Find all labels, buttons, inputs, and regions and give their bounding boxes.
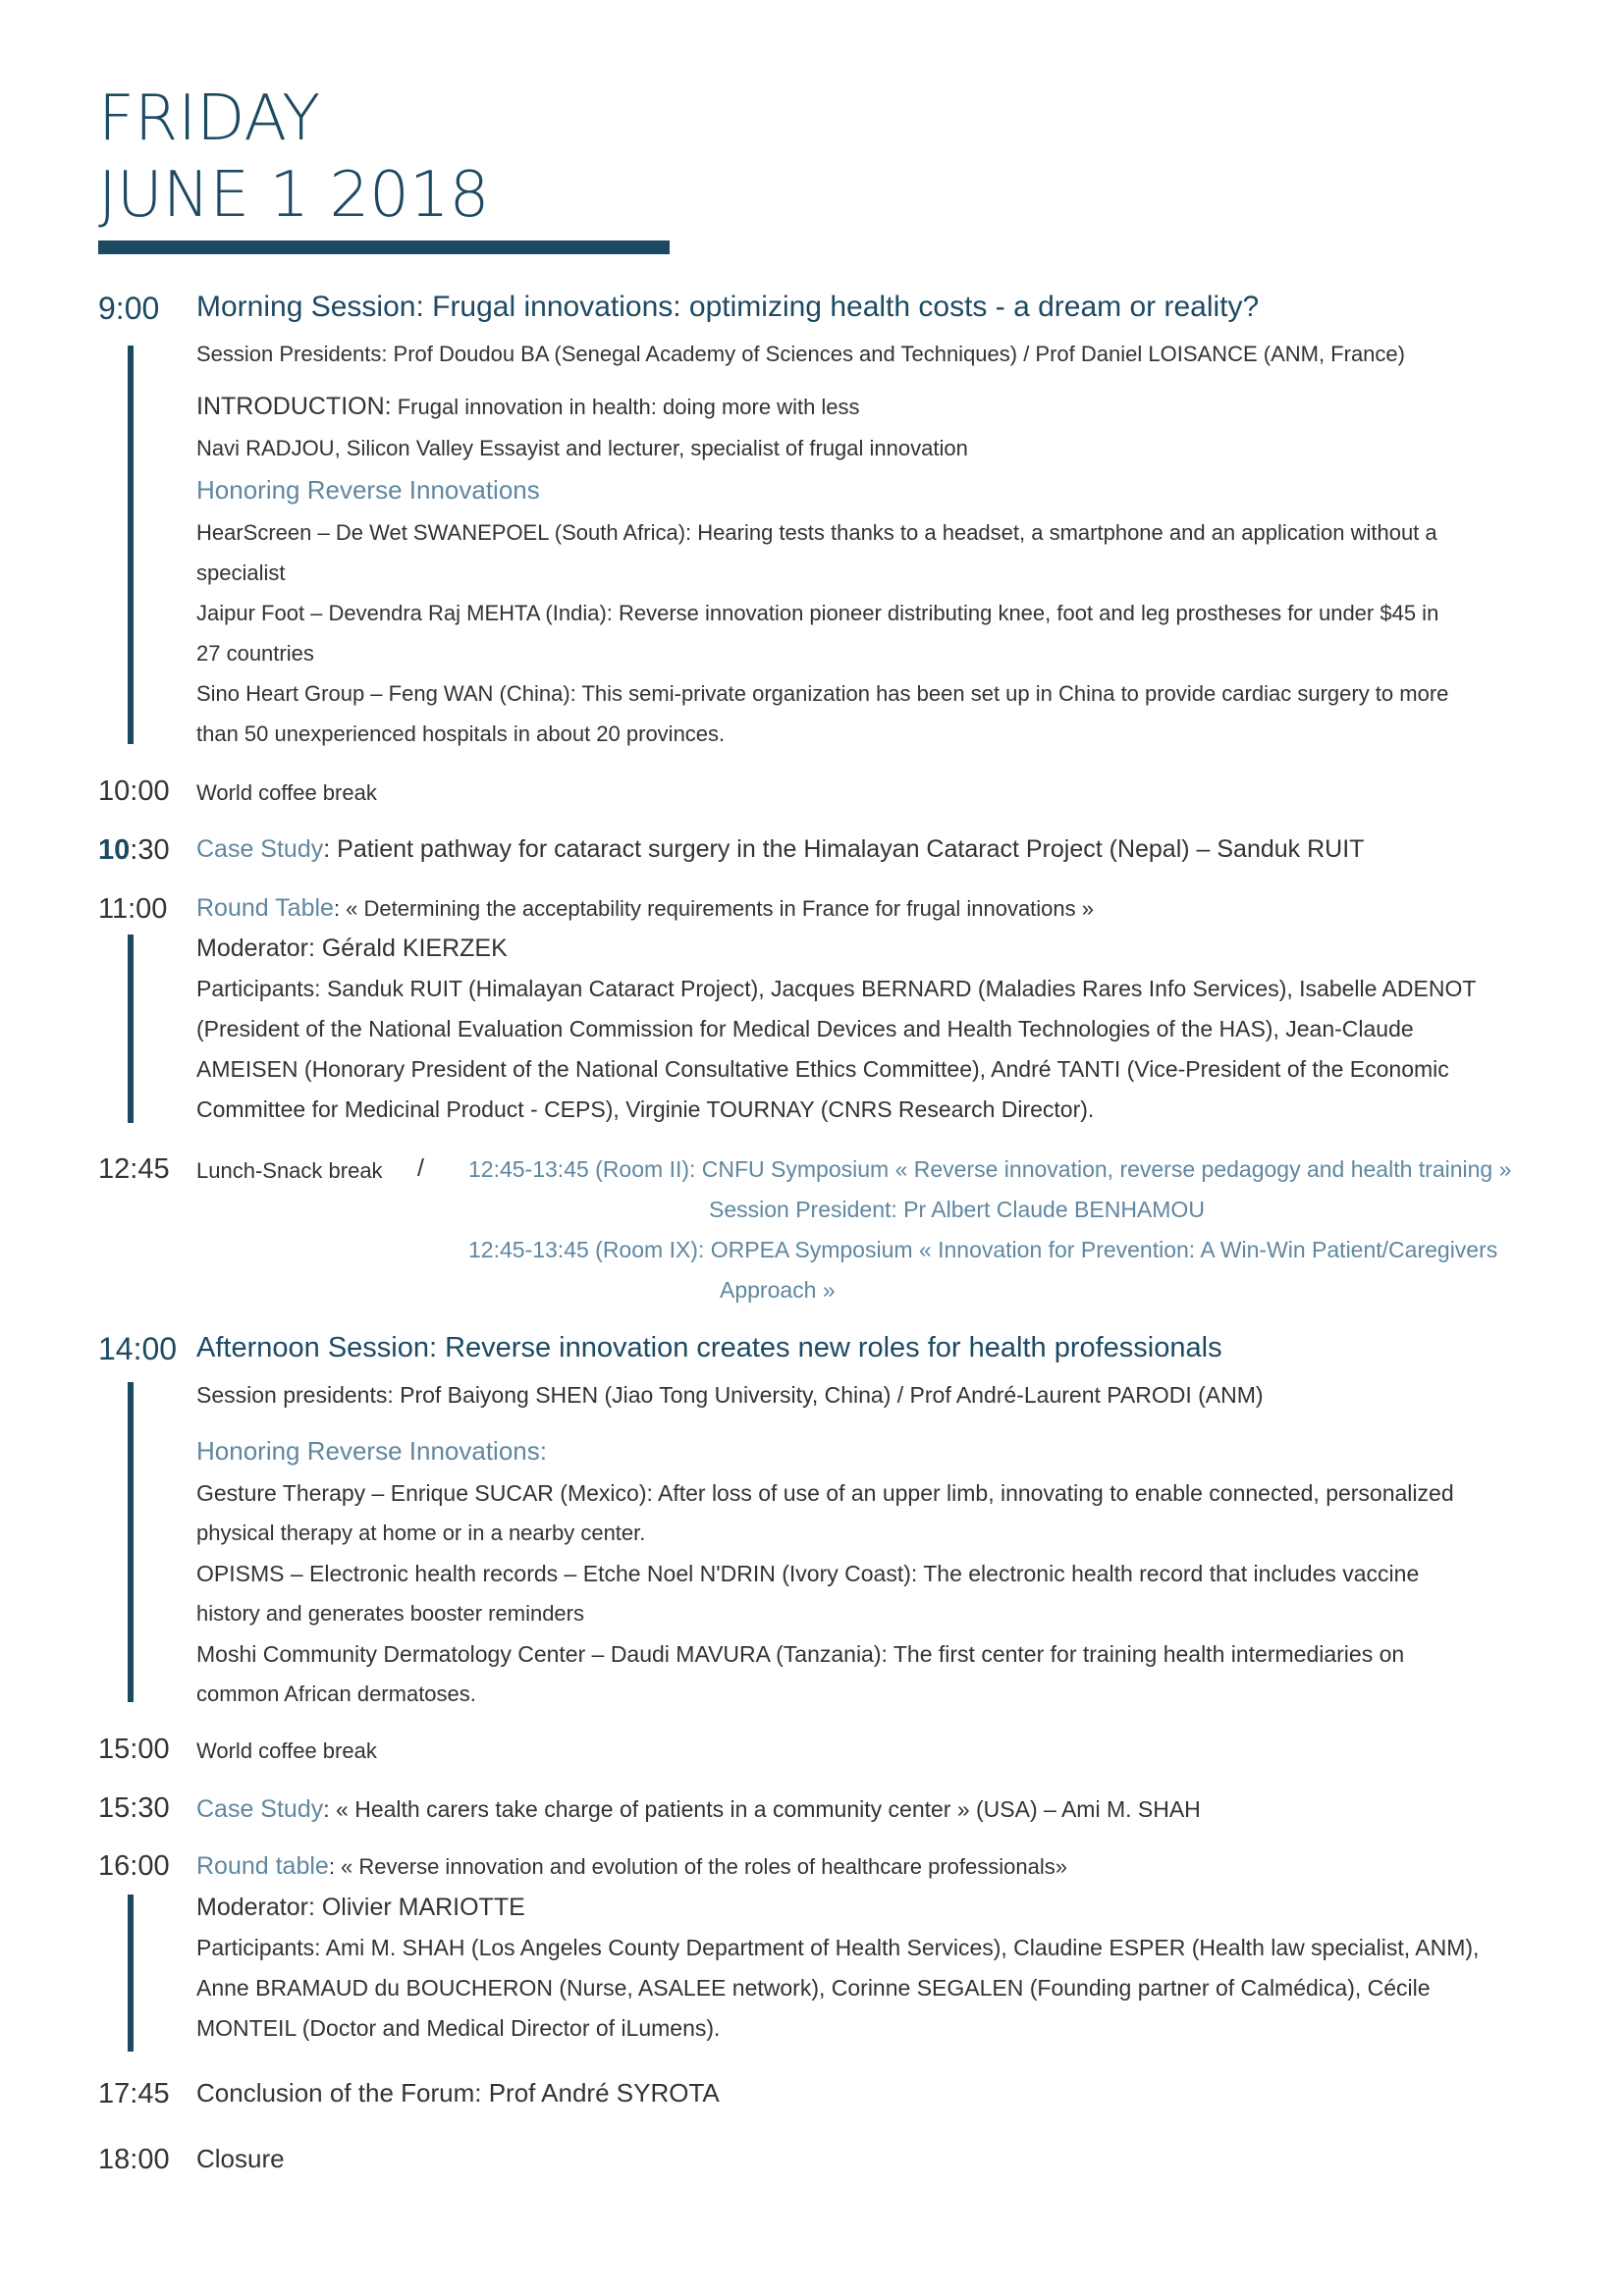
symposium-2: 12:45-13:45 (Room IX): ORPEA Symposium « Innovation for Prevention: A Win-Win Patient/Caregivers (468, 1237, 1498, 1262)
case-study-2-label: Case Study (196, 1795, 324, 1823)
symposium-1: 12:45-13:45 (Room II): CNFU Symposium « Reverse innovation, reverse pedagogy and health training » (468, 1156, 1512, 1182)
time-lunch: 12:45 (98, 1153, 170, 1185)
round-table-1-moderator: Moderator: Gérald KIERZEK (196, 934, 508, 962)
time-case-study-2: 15:30 (98, 1792, 170, 1824)
round-table-2-label: Round table (196, 1852, 329, 1880)
morning-innovation-line: than 50 unexperienced hospitals in about 20 provinces. (196, 721, 726, 746)
afternoon-innovation-line: Gesture Therapy – Enrique SUCAR (Mexico): After loss of use of an upper limb, innovating to enable connected, personalized (196, 1480, 1454, 1506)
symposium-1-president: Session President: Pr Albert Claude BENHAMOU (709, 1197, 1205, 1222)
page-title (98, 80, 489, 234)
afternoon-innovation-line: OPISMS – Electronic health records – Etche Noel N'DRIN (Ivory Coast): The electronic health record that includes vaccine (196, 1561, 1420, 1586)
introduction-speaker: Navi RADJOU, Silicon Valley Essayist and lecturer, specialist of frugal innovation (196, 436, 968, 460)
time-afternoon: 14:00 (98, 1331, 178, 1366)
afternoon-session-title: Afternoon Session: Reverse innovation creates new roles for health professionals (196, 1332, 1222, 1363)
date-heading: JUNE 1 2018 (98, 159, 490, 232)
morning-session-bar (128, 346, 134, 744)
morning-session-title: Morning Session: Frugal innovations: optimizing health costs - a dream or reality? (196, 291, 1260, 323)
coffee-break-2: World coffee break (196, 1738, 377, 1763)
morning-honoring-heading: Honoring Reverse Innovations (196, 475, 540, 505)
round-table-2-participants: Anne BRAMAUD du BOUCHERON (Nurse, ASALEE network), Corinne SEGALEN (Founding partner of Calmédica), Cécile (196, 1975, 1431, 2001)
round-table-1-participants: Committee for Medicinal Product - CEPS), Virginie TOURNAY (CNRS Research Director). (196, 1096, 1095, 1122)
round-table-1-label: Round Table (196, 894, 334, 922)
afternoon-presidents: Session presidents: Prof Baiyong SHEN (Jiao Tong University, China) / Prof André-Laurent PARODI (ANM) (196, 1382, 1264, 1408)
introduction-label: INTRODUCTION: (196, 393, 392, 420)
time-coffee-2: 15:00 (98, 1734, 170, 1765)
morning-innovation-line: Jaipur Foot – Devendra Raj MEHTA (India): Reverse innovation pioneer distributing knee, foot and leg prostheses for under $45 in (196, 601, 1439, 625)
lunch-separator: / (417, 1154, 424, 1182)
round-table-2-moderator: Moderator: Olivier MARIOTTE (196, 1894, 525, 1921)
round-table-1-text: : « Determining the acceptability requirements in France for frugal innovations » (333, 896, 1094, 921)
morning-innovation-line: Sino Heart Group – Feng WAN (China): This semi-private organization has been set up in China to provide cardiac surgery to more (196, 681, 1449, 706)
conclusion: Conclusion of the Forum: Prof André SYROTA (196, 2078, 720, 2108)
morning-presidents: Session Presidents: Prof Doudou BA (Senegal Academy of Sciences and Techniques) / Prof Daniel LOISANCE (ANM, France) (196, 342, 1405, 366)
round-table-2-participants: Participants: Ami M. SHAH (Los Angeles County Department of Health Services), Claudine ESPER (Health law specialist, ANM), (196, 1935, 1480, 1960)
round-table-1-bar (128, 934, 134, 1123)
afternoon-innovation-line: common African dermatoses. (196, 1682, 476, 1706)
morning-innovation-line: 27 countries (196, 641, 314, 666)
lunch-break: Lunch-Snack break (196, 1158, 383, 1183)
time-case-study-1: 10:30 (98, 834, 170, 866)
case-study-2-text: : « Health carers take charge of patients in a community center » (USA) – Ami M. SHAH (323, 1796, 1201, 1822)
time-coffee-1: 10:00 (98, 775, 170, 807)
afternoon-innovation-line: Moshi Community Dermatology Center – Daudi MAVURA (Tanzania): The first center for training health intermediaries on (196, 1641, 1405, 1667)
case-study-1-label: Case Study (196, 835, 324, 863)
symposium-2-continued: Approach » (720, 1277, 836, 1303)
morning-innovation-line: specialist (196, 561, 286, 585)
case-study-1 (196, 835, 1364, 864)
morning-introduction (196, 393, 860, 421)
time-closure: 18:00 (98, 2144, 170, 2175)
round-table-2-text: : « Reverse innovation and evolution of the roles of healthcare professionals» (328, 1854, 1067, 1879)
coffee-break-1: World coffee break (196, 780, 377, 805)
afternoon-honoring-heading: Honoring Reverse Innovations: (196, 1436, 547, 1466)
afternoon-innovation-line: history and generates booster reminders (196, 1601, 584, 1626)
case-study-1-text: : Patient pathway for cataract surgery in the Himalayan Cataract Project (Nepal) – Sanduk RUIT (323, 835, 1365, 863)
introduction-text: Frugal innovation in health: doing more with less (391, 395, 860, 419)
round-table-2-participants: MONTEIL (Doctor and Medical Director of iLumens). (196, 2015, 721, 2041)
round-table-1-participants: (President of the National Evaluation Commission for Medical Devices and Health Technologies of the HAS), Jean-Claude (196, 1016, 1414, 1041)
time-round-table-2: 16:00 (98, 1850, 170, 1882)
time-conclusion: 17:45 (98, 2078, 170, 2109)
title-underline (98, 240, 670, 254)
time-morning: 9:00 (98, 291, 160, 326)
day-heading: FRIDAY (98, 82, 321, 155)
round-table-1-participants: Participants: Sanduk RUIT (Himalayan Cataract Project), Jacques BERNARD (Maladies Rares Info Services), Isabelle ADENOT (196, 976, 1477, 1001)
round-table-1-participants: AMEISEN (Honorary President of the National Consultative Ethics Committee), André TANTI (Vice-President of the Economic (196, 1056, 1449, 1082)
round-table-2-bar (128, 1895, 134, 2052)
round-table-1-title (196, 894, 1094, 923)
afternoon-innovation-line: physical therapy at home or in a nearby center. (196, 1521, 646, 1545)
afternoon-session-bar (128, 1382, 134, 1702)
closure: Closure (196, 2144, 285, 2173)
time-round-table-1: 11:00 (98, 893, 168, 925)
morning-innovation-line: HearScreen – De Wet SWANEPOEL (South Africa): Hearing tests thanks to a headset, a smartphone and an application without a (196, 520, 1437, 545)
case-study-2 (196, 1795, 1201, 1824)
round-table-2-title (196, 1852, 1067, 1881)
